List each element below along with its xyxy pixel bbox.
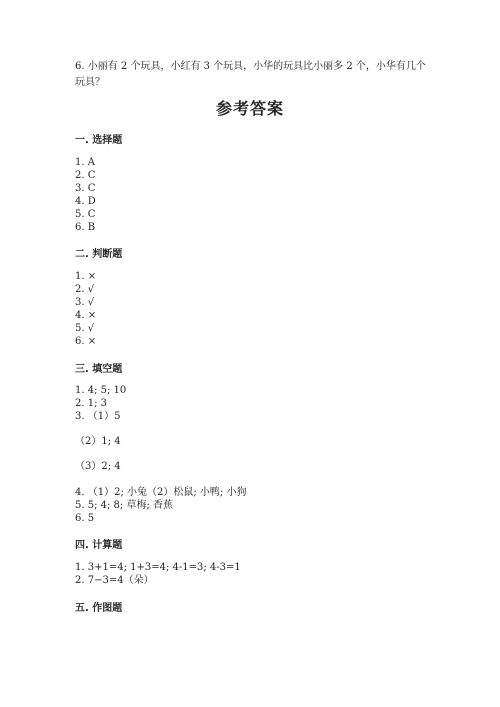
section-heading-drawing: 五. 作图题 — [75, 603, 123, 614]
answer-line: 4. × — [75, 310, 97, 321]
question-6-line-1: 6. 小丽有 2 个玩具，小红有 3 个玩具，小华的玩具比小丽多 2 个，小华有几个 — [75, 61, 426, 72]
answer-line: 5. √ — [75, 323, 95, 334]
answer-line: 1. × — [75, 271, 97, 282]
answer-line: 2. √ — [75, 284, 95, 295]
section-heading-judge: 二. 判断题 — [75, 249, 123, 260]
answer-line: 3. （1）5 — [75, 411, 121, 422]
answer-line: （3）2; 4 — [75, 461, 121, 472]
answer-line: 1. A — [75, 157, 95, 168]
answer-line: 2. 1; 3 — [75, 398, 107, 409]
answer-line: 6. 5 — [75, 513, 95, 524]
section-heading-choice: 一. 选择题 — [75, 135, 123, 146]
question-6 — [75, 59, 435, 91]
answer-line: 2. 7−3=4（朵） — [75, 575, 154, 586]
answer-line: 5. 5; 4; 8; 草梅; 香蕉 — [75, 500, 173, 511]
question-6-line-2: 玩具？ — [75, 77, 105, 88]
section-heading-fill: 三. 填空题 — [75, 364, 123, 375]
answer-line: 1. 3+1=4; 1+3=4; 4-1=3; 4-3=1 — [75, 562, 241, 573]
answer-line: 4. （1）2; 小兔（2）松鼠; 小鸭; 小狗 — [75, 487, 247, 498]
answer-line: 4. D — [75, 196, 96, 207]
answer-title: 参考答案 — [215, 99, 284, 118]
answer-line: 6. B — [75, 222, 96, 233]
answer-line: 2. C — [75, 170, 96, 181]
answer-line: 6. × — [75, 336, 97, 347]
answer-line: 3. C — [75, 183, 96, 194]
answer-line: 3. √ — [75, 297, 95, 308]
section-heading-calc: 四. 计算题 — [75, 540, 123, 551]
answer-line: （2）1; 4 — [75, 436, 121, 447]
answer-line: 5. C — [75, 209, 96, 220]
answer-line: 1. 4; 5; 10 — [75, 385, 127, 396]
